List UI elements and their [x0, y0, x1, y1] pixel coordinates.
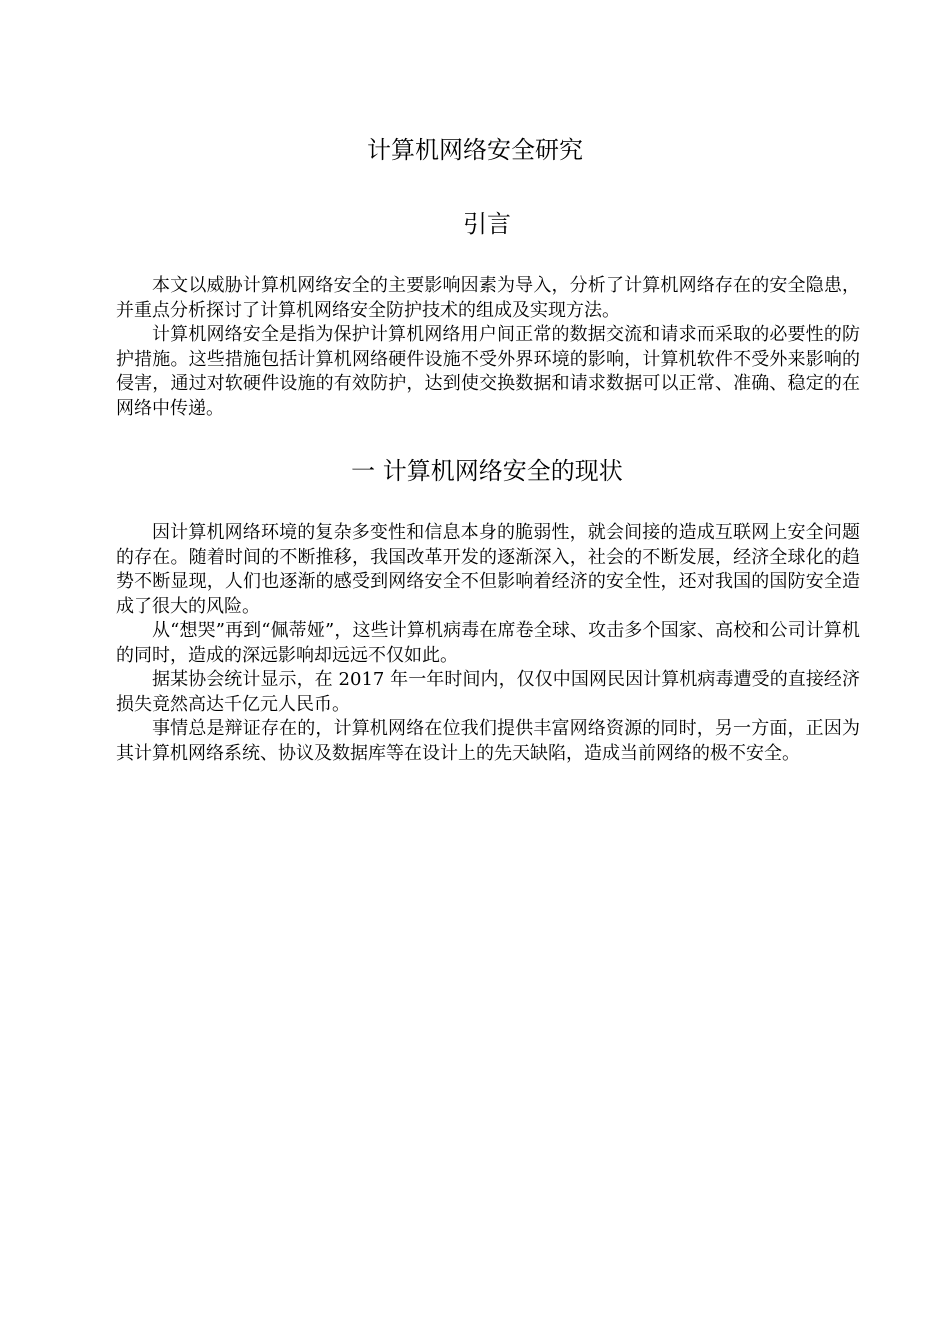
introduction-paragraph: 本文以威胁计算机网络安全的主要影响因素为导入，分析了计算机网络存在的安全隐患，并重点分析探讨了计算机网络安全防护技术的组成及实现方法。: [116, 275, 860, 321]
introduction-body: [116, 274, 860, 421]
section-heading: 一 计算机网络安全的现状: [351, 457, 623, 485]
document-title: 计算机网络安全研究: [367, 136, 583, 164]
section-paragraph: 据某协会统计显示，在 2017 年一年时间内，仅仅中国网民因计算机病毒遭受的直接经济损失竟然高达千亿元人民币。: [116, 669, 860, 715]
section-paragraph: 事情总是辩证存在的，计算机网络在位我们提供丰富网络资源的同时，另一方面，正因为其计算机网络系统、协议及数据库等在设计上的先天缺陷，造成当前网络的极不安全。: [116, 718, 860, 764]
section-paragraph: 因计算机网络环境的复杂多变性和信息本身的脆弱性，就会间接的造成互联网上安全问题的存在。随着时间的不断推移，我国改革开发的逐渐深入，社会的不断发展，经济全球化的趋势不断显现，人们也逐渐的感受到网络安全不但影响着经济的安全性，还对我国的国防安全造成了很大的风险。: [116, 522, 860, 617]
introduction-paragraph: 计算机网络安全是指为保护计算机网络用户间正常的数据交流和请求而采取的必要性的防护措施。这些措施包括计算机网络硬件设施不受外界环境的影响，计算机软件不受外来影响的侵害，通过对软硬件设施的有效防护，达到使交换数据和请求数据可以正常、准确、稳定的在网络中传递。: [116, 324, 860, 419]
introduction-heading: 引言: [463, 210, 511, 238]
section-paragraph: 从“想哭”再到“佩蒂娅”，这些计算机病毒在席卷全球、攻击多个国家、高校和公司计算机的同时，造成的深远影响却远远不仅如此。: [116, 620, 860, 666]
section-body: [116, 521, 860, 766]
